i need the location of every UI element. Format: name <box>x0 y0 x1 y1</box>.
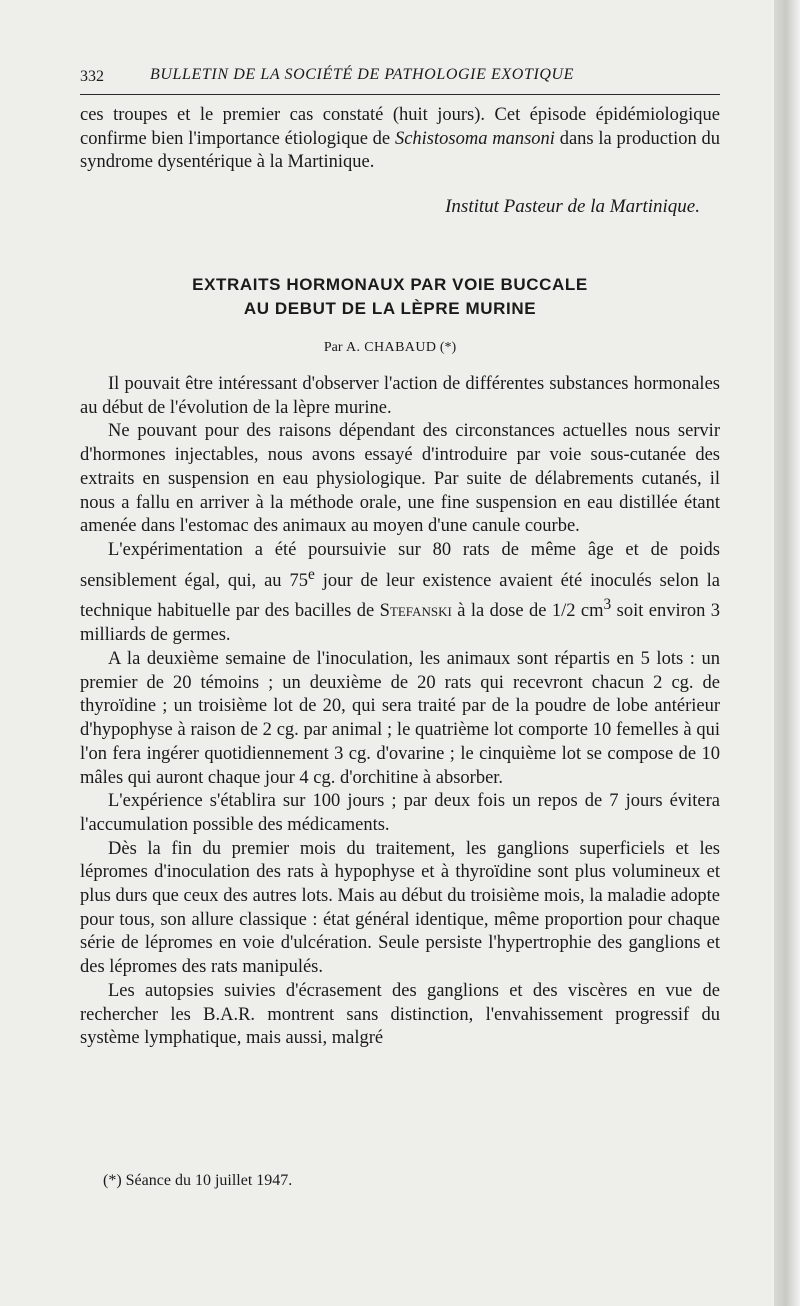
article-body <box>80 373 720 1051</box>
running-title: BULLETIN DE LA SOCIÉTÉ DE PATHOLOGIE EXOTIQUE <box>150 66 575 83</box>
body-paragraph-7: Les autopsies suivies d'écrasement des ganglions et des viscères en vue de rechercher les B.A.R. montrent sans distinction, l'envahissement progressif du système lymphatique, mais aussi, malgré <box>80 980 720 1049</box>
continuation-text-end: dans la production du syndrome dysentérique à la Martinique. <box>80 128 720 173</box>
body-paragraph-3 <box>80 539 720 648</box>
author-prefix: Par <box>323 340 343 355</box>
body-paragraph-5: L'expérience s'établira sur 100 jours ; par deux fois un repos de 7 jours évitera l'accumulation possible des médicaments. <box>80 791 720 835</box>
previous-article-continuation <box>80 104 720 175</box>
body-paragraph-2: Ne pouvant pour des raisons dépendant des circonstances actuelles nous servir d'hormones injectables, nous avons essayé d'introduire par voie sous-cutanée des extraits en suspension en eau physiologique. Par suite de délabrements cutanés, il nous a fallu en arriver à la méthode orale, une fine suspension en eau distillée étant amenée dans l'estomac des animaux au moyen d'une canule courbe. <box>80 421 720 537</box>
page-edge-shadow <box>774 0 800 1306</box>
body-paragraph-1: Il pouvait être intéressant d'observer l'action de différentes substances hormonales au début de l'évolution de la lèpre murine. <box>80 374 720 418</box>
p3-author-name: Stefanski <box>379 601 452 622</box>
body-paragraph-6: Dès la fin du premier mois du traitement, les ganglions superficiels et les lépromes d'inoculation des rats à hypophyse et à thyroïdine sont plus volumineux et plus durs que ceux des autres lots. Mais au début du troisième mois, la maladie adopte pour tous, son allure classique : état général identique, même proportion pour chaque série de lépromes en voie d'ulcération. Seule persiste l'hypertrophie des ganglions et des lépromes des rats manipulés. <box>80 838 720 978</box>
author-name: A. CHABAUD <box>346 340 437 355</box>
species-name: Schistosoma mansoni <box>394 128 555 149</box>
author-footnote-marker: (*) <box>439 340 457 355</box>
footnote: (*) Séance du 10 juillet 1947. <box>103 1172 293 1189</box>
p3-ordinal-sup: e <box>307 565 315 583</box>
continuation-paragraph <box>80 104 720 175</box>
p3-text-a: L'expérimentation a été poursuivie sur 80 rats de même âge et de poids sensiblement égal, qui, au 75 <box>80 539 720 591</box>
article-title-line-1: EXTRAITS HORMONAUX PAR VOIE BUCCALE <box>192 275 588 294</box>
p3-text-c: à la dose de 1/2 cm <box>451 601 604 622</box>
page-header <box>80 62 710 92</box>
article-title-line-2: AU DEBUT DE LA LÈPRE MURINE <box>243 299 537 318</box>
institution-signature: Institut Pasteur de la Martinique. <box>445 196 700 217</box>
continuation-text-start: ces troupes et le premier cas constaté (huit jours). Cet épisode épidémiologique confirme bien l'importance étiologique de <box>80 105 720 149</box>
body-paragraph-4: A la deuxième semaine de l'inoculation, les animaux sont répartis en 5 lots : un premier de 20 témoins ; un deuxième de 20 rats qui recevront chacun 2 cg. de thyroïdine ; un troisième lot de 20, qui sera traité par de la poudre de lobe antérieur d'hypophyse à raison de 2 cg. par animal ; le quatrième lot comporte 10 femelles à qui l'on fera ingérer quotidiennement 3 cg. d'ovarine ; le cinquième lot se compose de 10 mâles qui auront chaque jour 4 cg. d'orchitine à absorber. <box>80 649 720 788</box>
header-rule <box>80 94 720 95</box>
article-author <box>80 340 700 356</box>
page-number: 332 <box>80 68 104 85</box>
p3-unit-sup: 3 <box>603 596 612 614</box>
p3-text-d: soit environ 3 milliards de germes. <box>80 601 720 646</box>
p3-text-b: jour de leur existence avaient été inoculés selon la technique habituelle par des bacilles de <box>80 570 720 622</box>
article-title <box>80 273 700 321</box>
